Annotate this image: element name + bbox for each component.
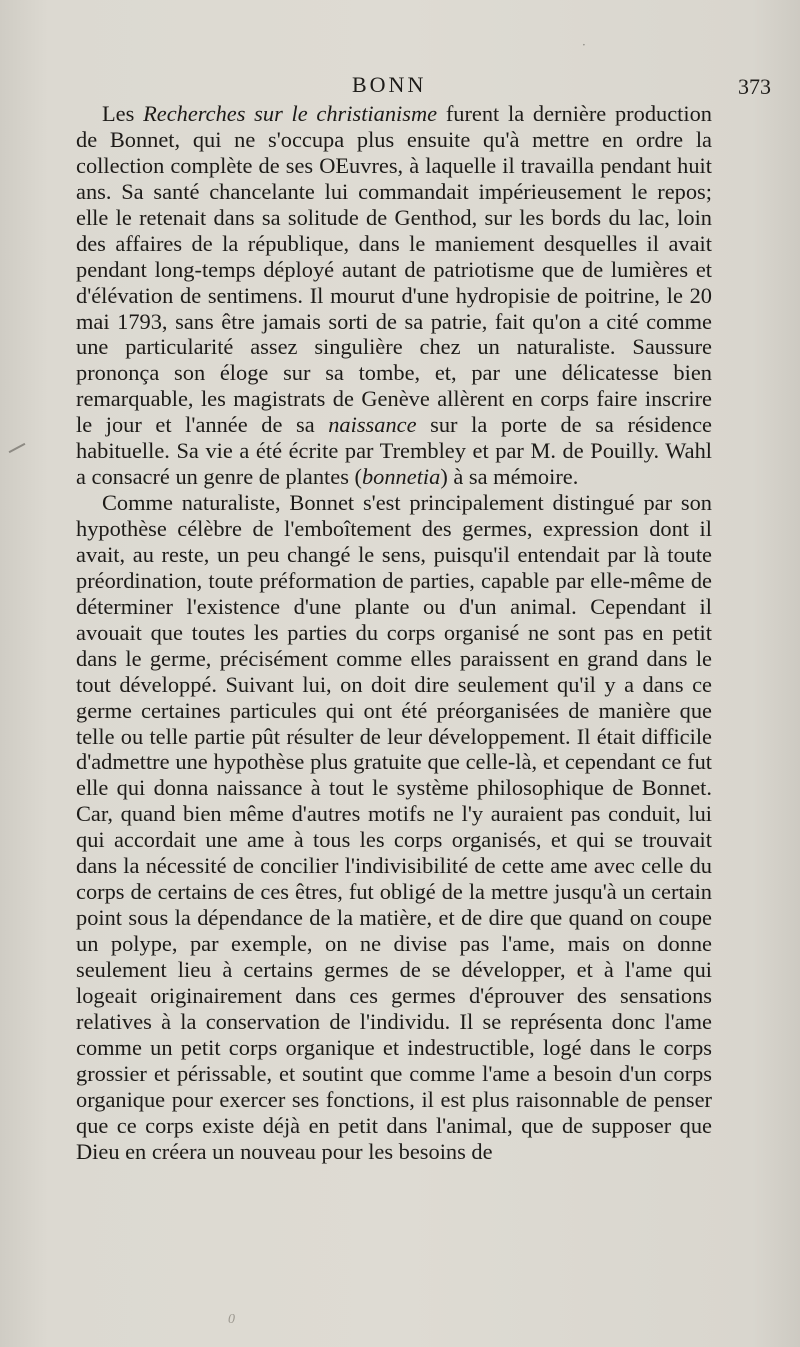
text-run: Comme naturaliste, Bonnet s'est principalement distingué par son hypothèse célèbre de l'emboîtement des germes, expression dont il avait, au reste, un peu changé le sens, puisqu'il entendait par là toute préordination, toute préformation de parties, capable par elle-même de déterminer l'existence d'une plante ou d'un animal. Cependant il avouait que toutes les parties du corps organisé ne sont pas en petit dans le germe, précisément comme elles paraissent en grand dans le tout développé. Suivant lui, on doit dire seulement qu'il y a dans ce germe certaines particules qui ont été préorganisées de manière que telle ou telle partie pût résulter de leur développement. Il était difficile d'admettre une hypothèse plus gratuite que celle-là, et cependant ce fut elle qui donna naissance à tout le système philosophique de Bonnet. Car, quand bien même d'autres motifs ne l'y auraient pas conduit, lui qui accordait une ame à tous les corps organisés, et qui se trouvait dans la nécessité de concilier l'indivisibilité de cette ame avec celle du corps de certains de ces êtres, fut obligé de la mettre jusqu'à un certain point sous la dépendance de la matière, et de dire que quand on coupe un polype, par exemple, on ne divise pas l'ame, mais on donne seulement lieu à certains germes de se développer, et à l'ame qui logeait originairement dans ces germes d'éprouver des sensations relatives à la conservation de l'individu. Il se représenta donc l'ame comme un petit corps organique et indestructible, logé dans le corps grossier et périssable, et soutint que comme l'ame a besoin d'un corps organique pour exercer ses fonctions, il est plus raisonnable de penser que ce corps existe déjà en petit dans l'animal, que de supposer que Dieu en créera un nouveau pour les besoins de — [76, 490, 712, 1164]
page-number: 373 — [738, 74, 771, 99]
margin-pencil-mark — [9, 443, 26, 453]
italic-text-run: naissance — [328, 412, 417, 438]
running-head: BONN — [352, 72, 427, 97]
page-header — [0, 72, 800, 102]
italic-text-run: bonnetia — [361, 464, 441, 490]
footer-mark: 0 — [228, 1312, 235, 1327]
ink-speck: · — [582, 38, 586, 52]
italic-text-run: Recherches sur le christianisme — [143, 101, 438, 126]
text-run: ) à sa mémoire. — [440, 464, 579, 490]
text-run: furent la dernière production de Bonnet, qui ne s'occupa plus ensuite qu'à mettre en ordre la collection complète de ses OEuvres, à laquelle il travailla pendant huit ans. Sa santé chancelante lui commandait impérieusement le repos; elle le retenait dans sa solitude de Genthod, sur les bords du lac, loin des affaires de la république, dans le maniement desquelles il avait pendant long-temps déployé autant de patriotisme que de lumières et d'élévation de sentimens. Il mourut d'une hydropisie de poitrine, le 20 mai 1793, sans être jamais sorti de sa patrie, fait qu'on a cité comme une particularité assez singulière chez un naturaliste. Saussure prononça son éloge sur sa tombe, et, par une délicatesse bien remarquable, les magistrats de Genève allèrent en corps faire inscrire le jour et l'année de sa — [76, 101, 712, 438]
paragraph-2 — [76, 490, 712, 1164]
text-run: Les — [102, 101, 144, 126]
body-text — [76, 101, 712, 1164]
text-run: sur la porte de sa résidence habituelle. Sa vie a été écrite par Trembley et par M. de Pouilly. Wahl a consacré un genre de plantes ( — [76, 412, 712, 490]
paragraph-1 — [76, 101, 712, 490]
